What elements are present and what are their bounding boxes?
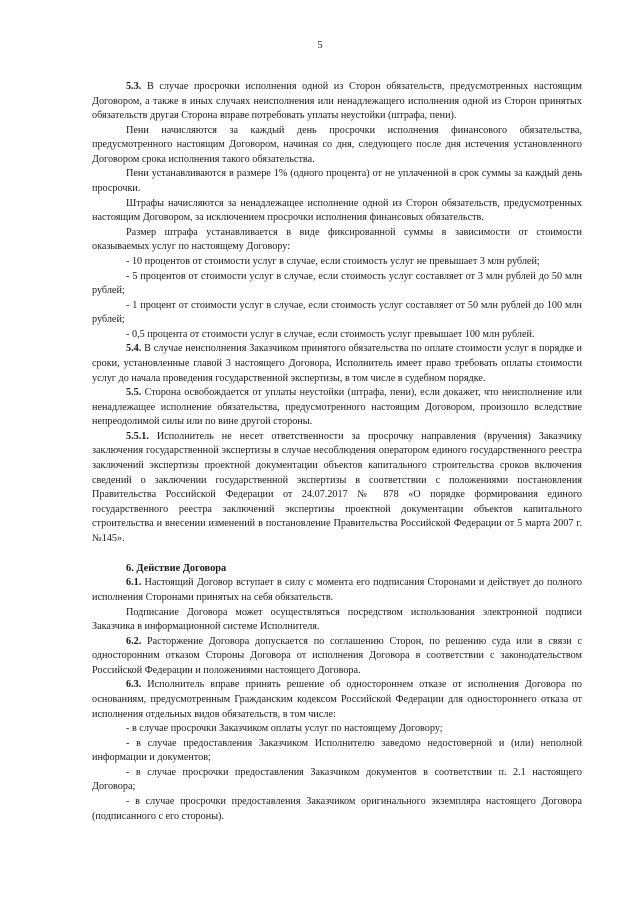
clause-6-3: 6.3. Исполнитель вправе принять решение об одностороннем отказе от исполнения Договора по основаниям, предусмотренным Гражданским кодексом Российской Федерации для одностороннего отказа от исполнения отдельных видов обязательств, в том числе:	[92, 679, 582, 720]
list-item: - в случае просрочки предоставления Заказчиком оригинального экземпляра настоящего Договора (подписанного с его стороны).	[92, 796, 582, 822]
list-item: - 5 процентов от стоимости услуг в случае, если стоимость услуг составляет от 3 млн рублей до 50 млн рублей;	[92, 270, 582, 297]
clause-number: 5.4.	[126, 343, 142, 355]
page-number: 5	[317, 40, 323, 51]
clause-number: 6.1.	[126, 577, 142, 589]
paragraph-peni-2: Пени устанавливаются в размере 1% (одного процента) от не уплаченной в срок суммы за каждый день просрочки.	[92, 168, 582, 195]
clause-number: 5.5.1.	[126, 430, 149, 442]
clause-number: 6.2.	[126, 635, 142, 647]
clause-6-1: 6.1. Настоящий Договор вступает в силу с момента его подписания Сторонами и действует до полного исполнения Сторонами принятых на себя обязательств.	[92, 577, 582, 603]
clause-5-4: 5.4. В случае неисполнения Заказчиком принятого обязательства по оплате стоимости услуг в порядке и сроки, установленные главой 3 настоящего Договора, Исполнитель имеет право требовать оплаты стоимости услуг до начала проведения государственной экспертизы, в том числе в судебном порядке.	[92, 343, 582, 384]
clause-5-5-1: 5.5.1. Исполнитель не несет ответственности за просрочку направления (вручения) Заказчику заключения государственной экспертизы в случае несоблюдения оператором единого государственного реестра заключений экспертизы проектной документации объектов капитального строительства сроков включения сведений о заключении государственной экспертизы в соответствии с положениями постановления Правительства Российской Федерации от 24.07.2017 № 878 «О порядке формирования единого государственного реестра заключений экспертизы проектной документации объектов капитального строительства и внесении изменений в постановление Правительства Российской Федерации от 5 марта 2007 г. №145».	[92, 430, 582, 544]
clause-number: 5.5.	[126, 387, 142, 399]
paragraph-shtraf-1: Штрафы начисляются за ненадлежащее исполнение одной из Сторон обязательств, предусмотренных настоящим Договором, за исключением просрочки исполнения финансовых обязательств.	[92, 197, 582, 224]
document-body	[92, 80, 582, 824]
list-item: - 0,5 процента от стоимости услуг в случае, если стоимость услуг превышает 100 млн рублей.	[126, 328, 535, 340]
clause-5-5: 5.5. Сторона освобождается от уплаты неустойки (штрафа, пени), если докажет, что неисполнение или ненадлежащее исполнение обязательства, предусмотренного настоящим Договором, произошло вследствие непреодолимой силы или по вине другой стороны.	[92, 387, 583, 428]
paragraph-peni-1: Пени начисляются за каждый день просрочки исполнения финансового обязательства, предусмотренного настоящим Договором, начиная со дня, следующего после дня истечения установленного Договором срока исполнения такого обязательства.	[92, 124, 582, 165]
clause-5-3: 5.3. В случае просрочки исполнения одной из Сторон обязательств, предусмотренных настоящим Договором, а также в иных случаях неисполнения или ненадлежащего исполнения одной из Сторон принятых обязательств другая Сторона вправе потребовать уплаты неустойки (штрафа, пени).	[92, 81, 582, 122]
clause-number: 6.3.	[126, 679, 142, 691]
clause-number: 5.3.	[126, 81, 142, 92]
list-item: - 1 процент от стоимости услуг в случае, если стоимость услуг составляет от 50 млн рублей до 100 млн рублей;	[92, 299, 582, 326]
clause-6-2: 6.2. Расторжение Договора допускается по соглашению Сторон, по решению суда или в связи с односторонним отказом Стороны Договора от исполнения Договора в соответствии с законодательством Российской Федерации и положениями настоящего Договора.	[92, 635, 582, 676]
list-item: - в случае просрочки Заказчиком оплаты услуг по настоящему Договору;	[126, 723, 443, 735]
list-item: - в случае просрочки предоставления Заказчиком документов в соответствии п. 2.1 настоящего Договора;	[92, 766, 582, 793]
section-gap	[92, 547, 582, 562]
list-item: - в случае предоставления Заказчиком Исполнителю заведомо недостоверной и (или) неполной информации и документов;	[92, 737, 582, 764]
paragraph-shtraf-2: Размер штрафа устанавливается в виде фиксированной суммы в зависимости от стоимости оказываемых услуг по настоящему Договору:	[92, 226, 582, 253]
list-item: - 10 процентов от стоимости услуг в случае, если стоимость услуг не превышает 3 млн рублей;	[126, 255, 540, 267]
section-heading: 6. Действие Договора	[126, 562, 227, 574]
paragraph-signing: Подписание Договора может осуществляться посредством использования электронной подписи Заказчика в информационной системе Исполнителя.	[92, 606, 582, 633]
